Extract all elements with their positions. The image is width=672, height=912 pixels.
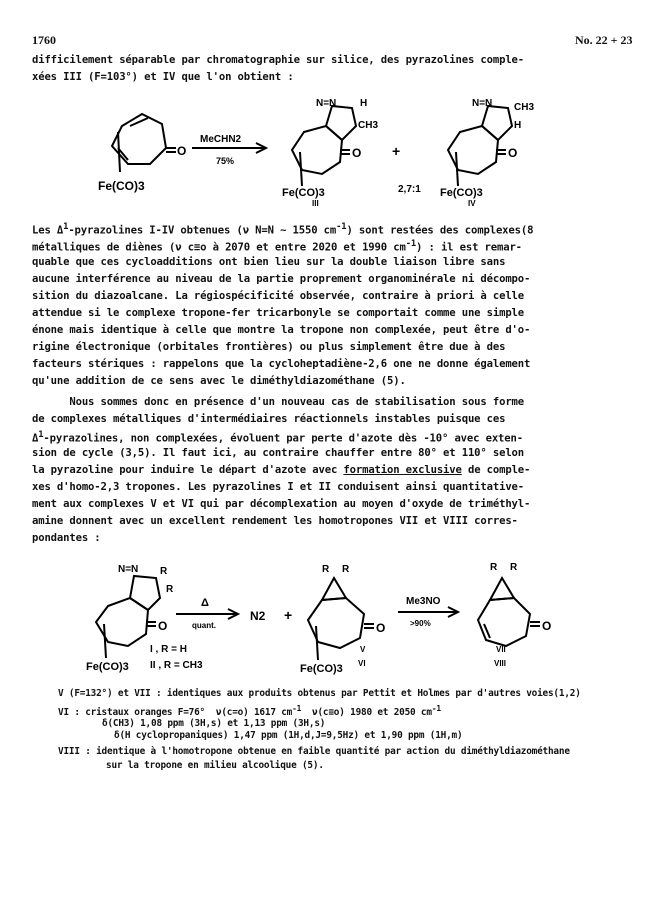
- note-viii-line-1: VIII : identique à l'homotropone obtenue en faible quantité par action du diméthyldiazométhane: [58, 746, 570, 757]
- delta: Δ: [201, 597, 209, 609]
- fe-label-iv: Fe(CO)3: [440, 187, 483, 199]
- yield-2: >90%: [410, 619, 431, 628]
- para3-line-1: Nous sommes donc en présence d'un nouveau cas de stabilisation sous forme: [32, 396, 525, 408]
- fe-label-v: Fe(CO)3: [300, 663, 343, 675]
- fe-label-1: Fe(CO)3: [98, 179, 145, 193]
- reaction-scheme-2: [0, 548, 672, 678]
- ketone-o-i: O: [158, 619, 168, 633]
- note-vi-line-3: δ(H cyclopropaniques) 1,47 ppm (1H,d,J=9,5Hz) et 1,90 ppm (1H,m): [114, 730, 463, 741]
- para2-line-6: attendue si le complexe tropone-fer tricarbonyle se comportait comme une simple: [32, 307, 525, 319]
- label-vi: VI: [358, 659, 366, 668]
- pyrazoline-iv: [482, 106, 512, 140]
- label-ii: II , R = CH3: [150, 660, 203, 671]
- quant: quant.: [192, 621, 216, 630]
- para2-line-5: sition du diazoalcane. La régiospécificité observée, contraire à priori à celle: [32, 290, 525, 302]
- para3-line-9: pondantes :: [32, 532, 101, 544]
- note-viii-line-2: sur la tropone en milieu alcoolique (5).: [106, 760, 324, 771]
- pyrazoline-i: [130, 576, 160, 610]
- para1-line-2: xées III (F=103°) et IV que l'on obtient :: [32, 71, 294, 83]
- pyrazoline-iii: [326, 106, 356, 140]
- r-v-1: R: [322, 564, 330, 575]
- label-v: V: [360, 645, 366, 654]
- label-viii: VIII: [494, 659, 507, 668]
- para3-line-4: sion de cycle (3,5). Il faut ici, au contraire chauffer entre 80° et 110° selon: [32, 447, 525, 459]
- nn-i: N=N: [118, 564, 139, 575]
- h-iii: H: [360, 98, 368, 109]
- ketone-o-1: O: [177, 144, 187, 158]
- reaction-scheme-1: [0, 92, 672, 212]
- note-v: V (F=132°) et VII : identiques aux produits obtenus par Pettit et Holmes par d'autres voies(1,2): [58, 688, 581, 699]
- para3-line-3: $\Delta^1$-pyrazolines, non complexées, évoluent par perte d'azote dès -10° avec exten-: [32, 430, 523, 445]
- para2-line-4: aucune interférence au niveau de la partie proprement organominérale ni décompo-: [32, 273, 531, 285]
- para3-line-8: amine donnent avec un excellent rendement les homotropones VII et VIII corres-: [32, 515, 518, 527]
- ketone-o-iii: O: [352, 146, 362, 160]
- page-number: 1760: [32, 33, 56, 47]
- fe-label-i: Fe(CO)3: [86, 661, 129, 673]
- issue-number: No. 22 + 23: [575, 33, 633, 47]
- ketone-o-iv: O: [508, 146, 518, 160]
- ketone-o-v: O: [376, 621, 386, 635]
- label-i: I , R = H: [150, 644, 187, 655]
- plus-1: +: [392, 143, 401, 159]
- yield-1: 75%: [216, 156, 235, 166]
- ketone-o-vii: O: [542, 619, 552, 633]
- r-i-2: R: [166, 584, 174, 595]
- para2-line-2: métalliques de diènes (ν c≡o à 2070 et entre 2020 et 1990 $cm^{-1}$) : il est remar-: [32, 239, 522, 254]
- underlined-phrase: formation exclusive: [343, 464, 462, 476]
- para2-line-9: facteurs stériques : rappelons que la cycloheptadiène-2,6 one ne donne également: [32, 358, 531, 370]
- ch3-iii: CH3: [358, 120, 379, 131]
- reagent-me3no: Me3NO: [406, 596, 441, 607]
- homotropone-ring: [478, 598, 530, 646]
- para1-line-1: difficilement séparable par chromatographie sur silice, des pyrazolines comple-: [32, 54, 525, 66]
- para3-line-2: de complexes métalliques d'intermédiaires réactionnels instables puisque ces: [32, 413, 506, 425]
- n2: N2: [250, 609, 266, 623]
- r-i-1: R: [160, 566, 168, 577]
- label-vii: VII: [496, 645, 506, 654]
- label-iii: III: [312, 199, 319, 208]
- fe-label-iii: Fe(CO)3: [282, 187, 325, 199]
- para2-line-3: quable que ces cycloadditions ont bien lieu sur la double liaison libre sans: [32, 256, 506, 268]
- cyclopropane-v: [322, 578, 346, 600]
- para2-line-8: rigine électronique (orbitales frontières) ou plus simplement être due à des: [32, 341, 506, 353]
- ratio: 2,7:1: [398, 184, 421, 195]
- nn-iv: N=N: [472, 98, 493, 109]
- r-vii-1: R: [490, 562, 498, 573]
- para2-line-1: Les $\Delta^1$-pyrazolines I-IV obtenues (ν N=N ~ 1550 $cm^{-1}$) sont restées des complexes(8: [32, 222, 534, 237]
- label-iv: IV: [468, 199, 476, 208]
- note-vi-line-1: VI : cristaux oranges F=76° ν(c=o) 1617 $cm^{-1}$ ν(c≡o) 1980 et 2050 $cm^{-1}$: [58, 704, 441, 719]
- r-v-2: R: [342, 564, 350, 575]
- para2-line-7: énone mais identique à celle que montre la tropone non complexée, peut être d'o-: [32, 324, 531, 336]
- r-vii-2: R: [510, 562, 518, 573]
- reagent-mechn2: MeCHN2: [200, 134, 242, 145]
- h-iv: H: [514, 120, 522, 131]
- ch3-iv: CH3: [514, 102, 535, 113]
- note-vi-line-2: δ(CH3) 1,08 ppm (3H,s) et 1,13 ppm (3H,s): [102, 718, 326, 729]
- nn-iii: N=N: [316, 98, 337, 109]
- para3-line-7: ment aux complexes V et VI qui par décomplexation au moyen d'oxyde de triméthyl-: [32, 498, 531, 510]
- para3-line-6: xes d'homo-2,3 tropones. Les pyrazolines I et II conduisent ainsi quantitative-: [32, 481, 525, 493]
- plus-2: +: [284, 607, 293, 623]
- cyclopropane-vii: [490, 578, 514, 600]
- para2-line-10: qu'une addition de ce sens avec le diméthyldiazométhane (5).: [32, 375, 406, 387]
- para3-line-5: la pyrazoline pour induire le départ d'azote avec formation exclusive de comple-: [32, 464, 531, 476]
